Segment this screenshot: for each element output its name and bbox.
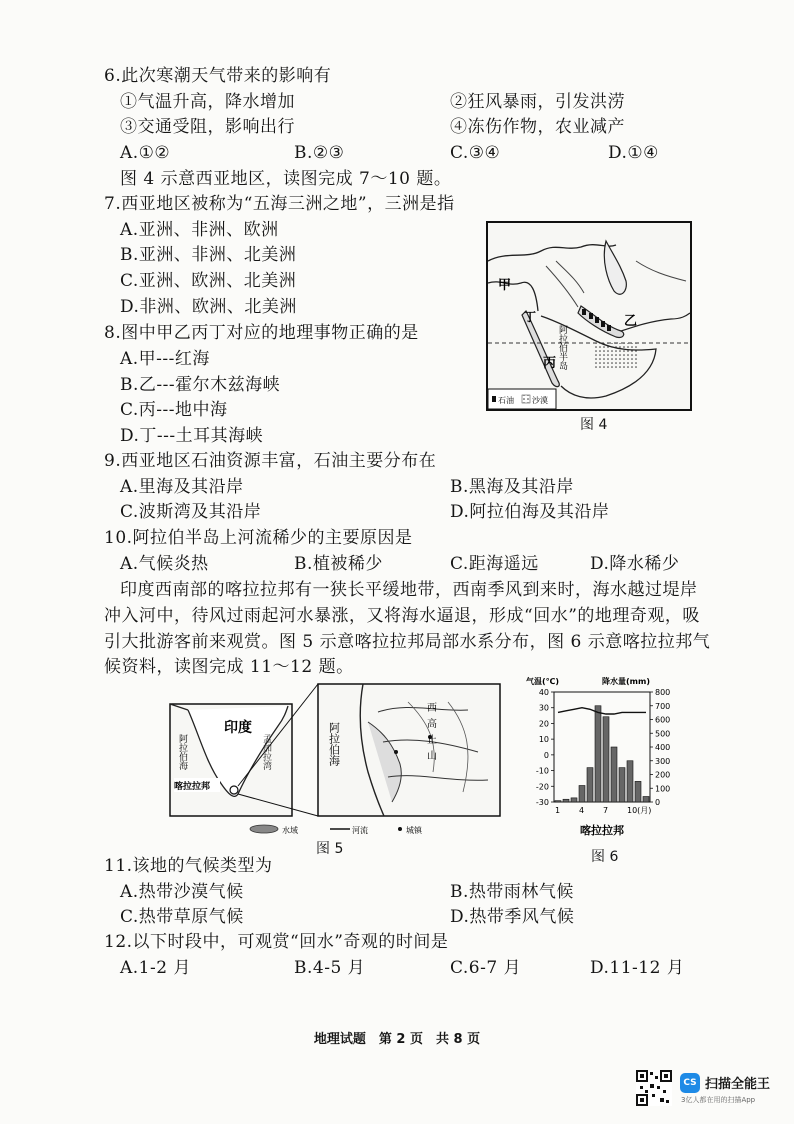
q11-choice-a: A.热带沙漠气候 (120, 882, 244, 902)
month-tick-label: 1 (555, 806, 561, 815)
intro-7-10: 图 4 示意西亚地区，读图完成 7～10 题。 (120, 169, 452, 189)
q6-option-1: ①气温升高，降水增加 (120, 92, 295, 112)
precip-tick-label: 500 (655, 729, 671, 739)
q8-choice-a: A.甲---红海 (120, 349, 210, 369)
q8-choice-c: C.丙---地中海 (120, 400, 228, 420)
precip-bar (603, 717, 609, 802)
precip-tick-label: 700 (655, 701, 671, 711)
precip-bar (555, 801, 561, 802)
precip-tick-label: 600 (655, 715, 671, 725)
temp-tick-label: 40 (538, 688, 549, 697)
q8-choice-d: D.丁---土耳其海峡 (120, 426, 264, 446)
precip-bar (627, 761, 633, 802)
q10-choice-a: A.气候炎热 (120, 554, 209, 574)
label-arabian-sea-inset: 阿拉伯海 (177, 734, 187, 770)
q6-stem: 6.此次寒潮天气带来的影响有 (104, 66, 332, 86)
precip-tick-label: 200 (655, 770, 671, 780)
q10-choice-d: D.降水稀少 (590, 554, 680, 574)
q11-choice-b: B.热带雨林气候 (450, 882, 574, 902)
q12-stem: 12.以下时段中，可观赏“回水”奇观的时间是 (104, 932, 449, 952)
temp-tick-label: -30 (535, 798, 549, 807)
precip-bar (643, 797, 649, 803)
chart-temp-axis-title: 气温(℃) (526, 677, 559, 686)
scanner-tagline: 3亿人都在用的扫描App (681, 1096, 756, 1104)
q7-choice-a: A.亚洲、非洲、欧洲 (120, 220, 279, 240)
precip-bar (635, 781, 641, 802)
precip-bar (611, 747, 617, 802)
figure-6-climate-chart (524, 674, 680, 840)
label-kerala: 喀拉拉邦 (174, 782, 211, 792)
temp-tick-label: 30 (538, 703, 549, 713)
q7-stem: 7.西亚地区被称为“五海三洲之地”，三洲是指 (104, 194, 455, 214)
q7-choice-c: C.亚洲、欧洲、北美洲 (120, 271, 297, 291)
precip-tick-label: 300 (655, 756, 671, 766)
legend-desert: 沙漠 (532, 396, 548, 405)
q6-choice-d: D.①④ (608, 143, 659, 163)
chart-precip-axis-title: 降水量(mm) (602, 677, 650, 686)
precip-bar (619, 768, 625, 802)
q10-choice-b: B.植被稀少 (294, 554, 383, 574)
label-bing: 丙 (543, 356, 557, 371)
passage-line-3: 引大批游客前来观赏。图 5 示意喀拉拉邦局部水系分布，图 6 示意喀拉拉邦气 (104, 632, 711, 652)
q12-choice-d: D.11-12 月 (590, 958, 685, 978)
q11-choice-d: D.热带季风气候 (450, 907, 575, 927)
temp-tick-label: 0 (543, 750, 549, 760)
q9-choice-a: A.里海及其沿岸 (120, 477, 244, 497)
precip-tick-label: 0 (655, 798, 661, 807)
legend-water: 水域 (282, 826, 298, 835)
legend-town: 城镇 (406, 826, 422, 835)
q12-choice-b: B.4-5 月 (294, 958, 366, 978)
q11-stem: 11.该地的气候类型为 (104, 856, 273, 876)
label-yi: 乙 (624, 314, 638, 329)
precip-tick-label: 100 (655, 784, 671, 794)
passage-line-4: 候资料，读图完成 11～12 题。 (104, 657, 354, 677)
page-footer: 地理试题 第 2 页 共 8 页 (313, 1032, 481, 1047)
legend-river: 河流 (352, 826, 368, 835)
temp-tick-label: 10 (538, 735, 549, 745)
passage-line-2: 冲入河中，待风过雨起河水暴涨，又将海水逼退，形成“回水”的地理奇观，吸 (104, 606, 700, 626)
q6-option-3: ③交通受阻，影响出行 (120, 117, 295, 137)
temp-tick-label: 20 (538, 719, 549, 729)
figure-6-caption: 图 6 (591, 849, 619, 865)
q9-choice-c: C.波斯湾及其沿岸 (120, 502, 262, 522)
precip-tick-label: 400 (655, 743, 671, 752)
figure-4-west-asia-map (486, 221, 692, 411)
label-arabian-sea-detail: 阿拉伯海 (327, 722, 341, 766)
q9-stem: 9.西亚地区石油资源丰富，石油主要分布在 (104, 451, 437, 471)
label-western-ghats: 西高止山 (424, 702, 436, 766)
label-jia: 甲 (498, 278, 512, 293)
label-peninsula: 阿拉伯半岛 (557, 325, 567, 370)
figure-5-caption: 图 5 (316, 841, 344, 857)
chart-title: 喀拉拉邦 (580, 824, 624, 837)
q6-option-4: ④冻伤作物，农业减产 (450, 117, 625, 137)
q10-choice-c: C.距海遥远 (450, 554, 539, 574)
legend-oil: 石油 (498, 396, 514, 405)
q6-choice-b: B.②③ (294, 143, 345, 163)
q6-option-2: ②狂风暴雨，引发洪涝 (450, 92, 625, 112)
cs-logo-icon: CS (680, 1073, 700, 1093)
qr-code-icon (636, 1070, 672, 1106)
month-tick-label: 10(月) (627, 806, 652, 815)
q6-choice-a: A.①② (120, 143, 171, 163)
figure-4-caption: 图 4 (580, 417, 608, 433)
q12-choice-c: C.6-7 月 (450, 958, 522, 978)
label-bay-of-bengal: 孟加拉湾 (261, 734, 271, 770)
q7-choice-d: D.非洲、欧洲、北美洲 (120, 297, 297, 317)
q8-stem: 8.图中甲乙丙丁对应的地理事物正确的是 (104, 323, 419, 343)
precip-tick-label: 800 (655, 688, 671, 697)
precip-bar (579, 786, 585, 803)
q12-choice-a: A.1-2 月 (120, 958, 191, 978)
precip-bar (595, 706, 601, 802)
q6-choice-c: C.③④ (450, 143, 501, 163)
temp-tick-label: -20 (535, 782, 549, 792)
month-tick-label: 7 (603, 806, 609, 815)
label-ding: 丁 (524, 310, 537, 324)
q9-choice-d: D.阿拉伯海及其沿岸 (450, 502, 610, 522)
q8-choice-b: B.乙---霍尔木兹海峡 (120, 375, 281, 395)
precip-bar (563, 799, 569, 802)
q9-choice-b: B.黑海及其沿岸 (450, 477, 574, 497)
temp-tick-label: -10 (535, 766, 549, 776)
scanner-brand: 扫描全能王 (705, 1077, 771, 1092)
passage-line-1: 印度西南部的喀拉拉邦有一狭长平缓地带，西南季风到来时，海水越过堤岸 (120, 580, 698, 600)
precip-bar (587, 768, 593, 802)
q11-choice-c: C.热带草原气候 (120, 907, 244, 927)
q10-stem: 10.阿拉伯半岛上河流稀少的主要原因是 (104, 528, 413, 548)
label-india: 印度 (224, 720, 252, 736)
q7-choice-b: B.亚洲、非洲、北美洲 (120, 245, 297, 265)
temp-line (558, 708, 646, 714)
precip-bar (571, 798, 577, 802)
figure-5-kerala-map (168, 682, 504, 838)
month-tick-label: 4 (579, 806, 585, 815)
